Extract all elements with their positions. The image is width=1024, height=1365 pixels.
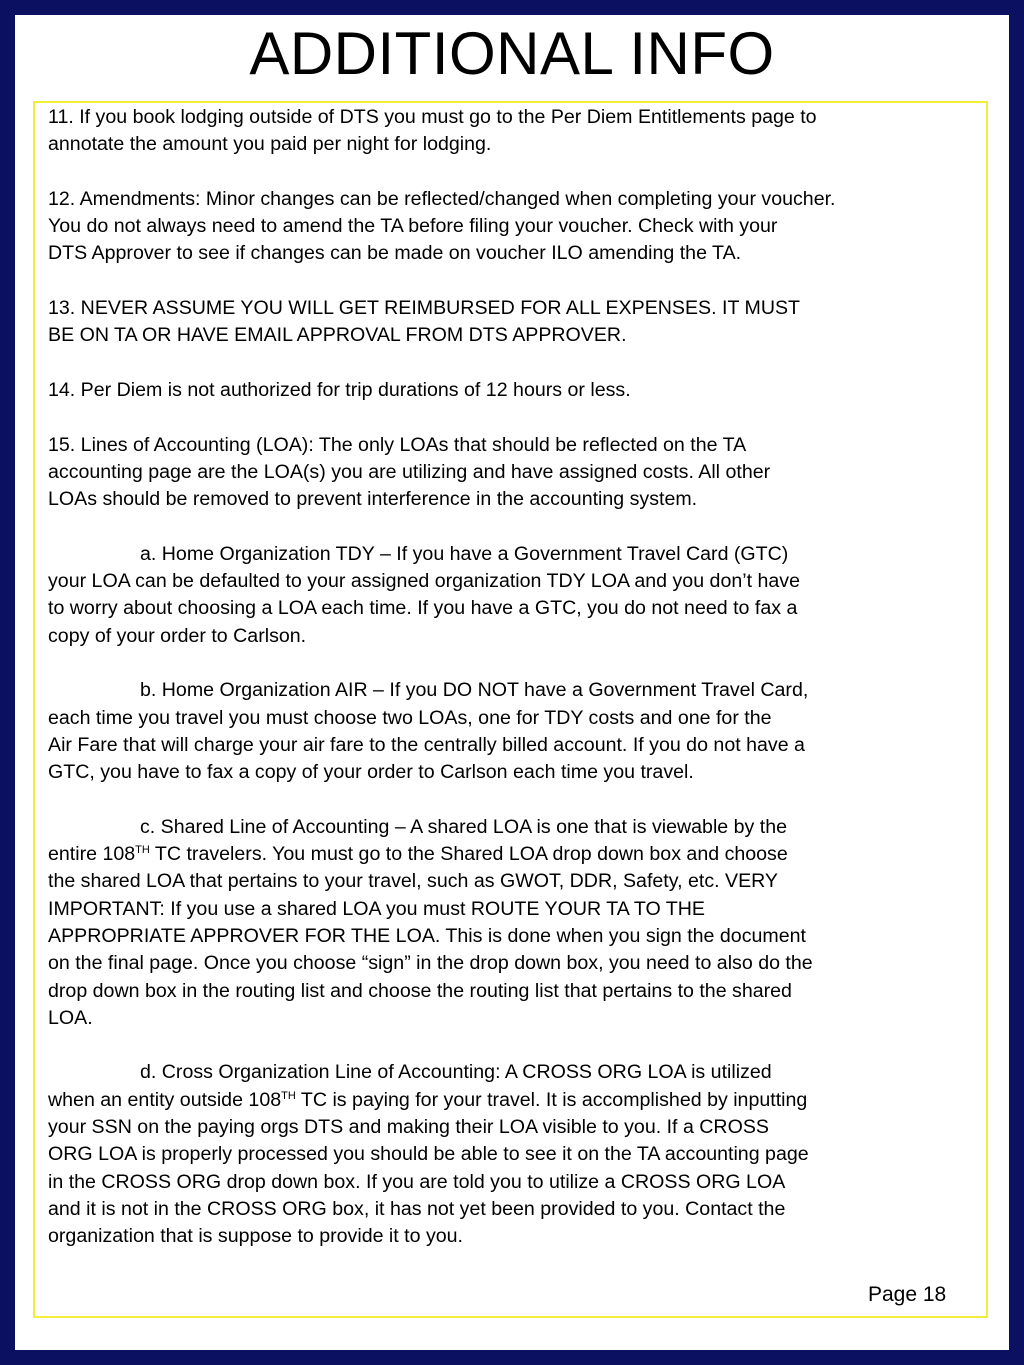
content-text	[48, 104, 978, 1250]
item-15d-line-2: when an entity outside 108TH TC is paying for your travel. It is accomplished by inputting	[48, 1088, 808, 1111]
item-15b-line-2: each time you travel you must choose two LOAs, one for TDY costs and one for the	[48, 706, 772, 729]
item-13-line-1: 13. NEVER ASSUME YOU WILL GET REIMBURSED FOR ALL EXPENSES. IT MUST	[48, 297, 801, 320]
item-14-line-1: 14. Per Diem is not authorized for trip durations of 12 hours or less.	[48, 378, 631, 401]
item-15a-line-1: a. Home Organization TDY – If you have a Government Travel Card (GTC)	[140, 542, 789, 565]
item-15b-line-3: Air Fare that will charge your air fare to the centrally billed account. If you do not have a	[48, 733, 805, 756]
item-13-line-2: BE ON TA OR HAVE EMAIL APPROVAL FROM DTS APPROVER.	[48, 324, 627, 347]
item-11-line-1: 11. If you book lodging outside of DTS you must go to the Per Diem Entitlements page to	[48, 106, 817, 128]
item-15c-line-2: entire 108TH TC travelers. You must go to the Shared LOA drop down box and choose	[48, 843, 788, 866]
item-15d-line-7: organization that is suppose to provide it to you.	[48, 1225, 463, 1248]
item-15d-line-6: and it is not in the CROSS ORG box, it has not yet been provided to you. Contact the	[48, 1197, 786, 1220]
item-15a-line-3: to worry about choosing a LOA each time. If you have a GTC, you do not need to fax a	[48, 597, 798, 620]
item-15d-line-3: your SSN on the paying orgs DTS and making their LOA visible to you. If a CROSS	[48, 1115, 769, 1138]
item-15-line-1: 15. Lines of Accounting (LOA): The only LOAs that should be reflected on the TA	[48, 433, 747, 456]
item-15c-line-5: APPROPRIATE APPROVER FOR THE LOA. This is done when you sign the document	[48, 924, 806, 947]
item-15d-line-5: in the CROSS ORG drop down box. If you are told you to utilize a CROSS ORG LOA	[48, 1170, 786, 1193]
item-15c-line-1: c. Shared Line of Accounting – A shared LOA is one that is viewable by the	[140, 815, 788, 838]
item-15c-line-8: LOA.	[48, 1006, 93, 1029]
item-15b-line-4: GTC, you have to fax a copy of your order to Carlson each time you travel.	[48, 761, 694, 784]
page-number: Page 18	[868, 1283, 947, 1306]
item-11-line-2: annotate the amount you paid per night for lodging.	[48, 133, 492, 156]
item-15a-line-2: your LOA can be defaulted to your assigned organization TDY LOA and you don’t have	[48, 570, 800, 593]
item-15-line-2: accounting page are the LOA(s) you are utilizing and have assigned costs. All other	[48, 460, 771, 483]
item-15c-line-3: the shared LOA that pertains to your travel, such as GWOT, DDR, Safety, etc. VERY	[48, 870, 778, 893]
item-15c-line-6: on the final page. Once you choose “sign” in the drop down box, you need to also do the	[48, 952, 813, 975]
item-15-line-3: LOAs should be removed to prevent interference in the accounting system.	[48, 488, 698, 511]
item-15c-line-4: IMPORTANT: If you use a shared LOA you must ROUTE YOUR TA TO THE	[48, 897, 705, 920]
item-15c-line-7: drop down box in the routing list and choose the routing list that pertains to the shared	[48, 979, 792, 1002]
page-title: ADDITIONAL INFO	[249, 20, 775, 87]
item-12-line-3: DTS Approver to see if changes can be made on voucher ILO amending the TA.	[48, 242, 742, 265]
item-15d-line-1: d. Cross Organization Line of Accounting: A CROSS ORG LOA is utilized	[140, 1061, 772, 1084]
item-15a-line-4: copy of your order to Carlson.	[48, 624, 307, 647]
item-12-line-1: 12. Amendments: Minor changes can be reflected/changed when completing your voucher.	[48, 187, 836, 210]
item-15b-line-1: b. Home Organization AIR – If you DO NOT have a Government Travel Card,	[140, 679, 809, 702]
item-15d-line-4: ORG LOA is properly processed you should be able to see it on the TA accounting page	[48, 1143, 809, 1166]
item-12-line-2: You do not always need to amend the TA before filing your voucher. Check with your	[48, 215, 778, 238]
